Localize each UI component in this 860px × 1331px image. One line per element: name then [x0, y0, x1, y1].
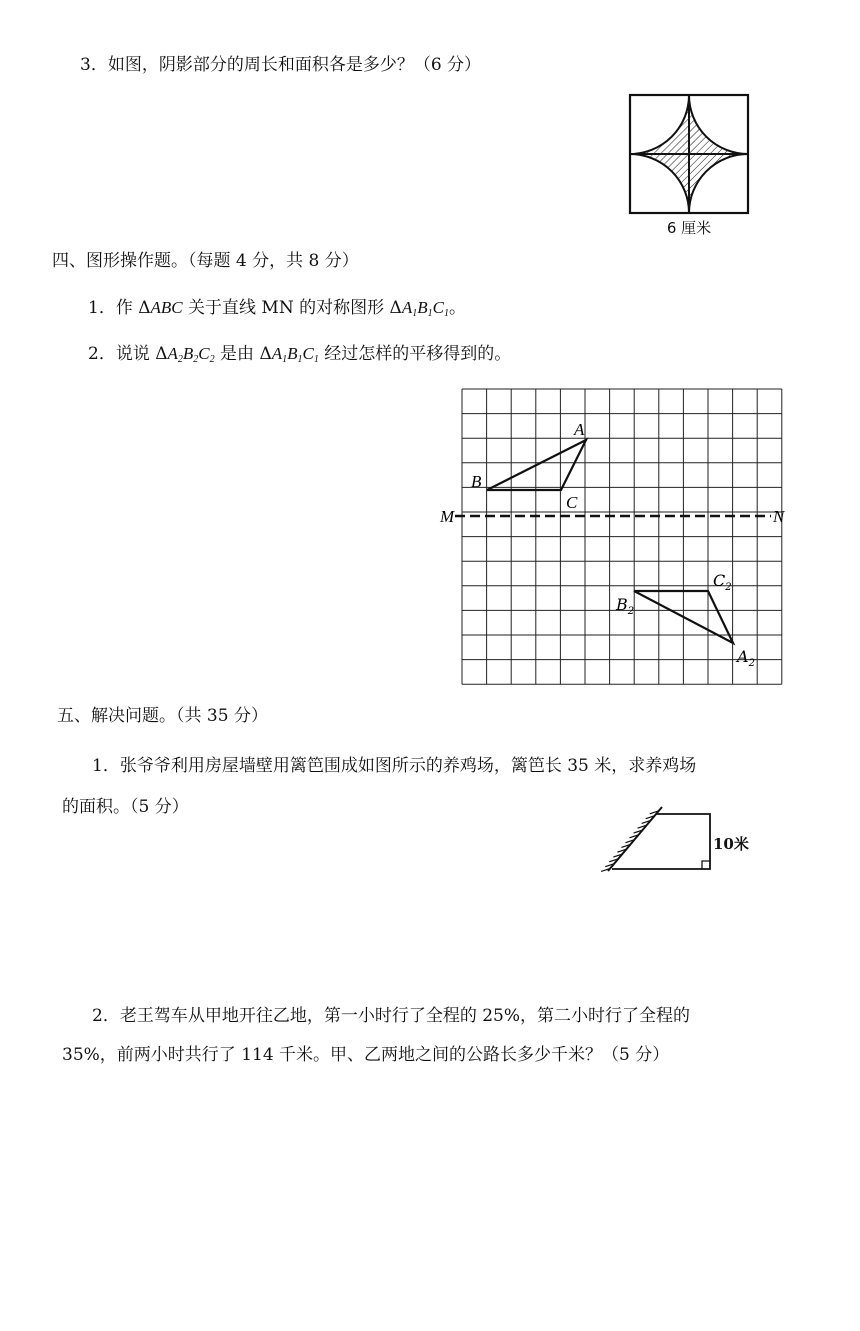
question-number: 3．: [80, 55, 108, 75]
label-c: C: [566, 493, 578, 512]
triangle-a1b1c1: $A_1B_1C_1$: [401, 298, 449, 319]
section-5-question-1-line-2: 的面积。（5 分）: [62, 797, 189, 817]
section-5-title: 五、解决问题。（共 35 分）: [57, 706, 268, 726]
section-4-question-2: [88, 342, 511, 372]
grid-lines: [462, 389, 782, 684]
question-3: [80, 53, 481, 77]
triangle-abc: ABC: [150, 298, 183, 317]
height-label: 10米: [713, 835, 749, 853]
shaded-star-figure: [625, 90, 755, 240]
triangle-abc-shape: [487, 440, 586, 490]
label-c2: $C_2$: [713, 571, 732, 593]
question-text-mid: 关于直线 MN 的对称图形 Δ: [182, 298, 402, 318]
question-text-mid: 是由 Δ: [214, 344, 272, 364]
grid-figure: [435, 380, 795, 700]
triangle-a2b2c2: $A_2B_2C_2$: [167, 344, 215, 365]
figure-side-label: 6 厘米: [666, 219, 712, 237]
question-text: 如图，阴影部分的周长和面积各是多少？（6 分）: [107, 55, 482, 75]
section-4-title: 四、图形操作题。（每题 4 分，共 8 分）: [52, 251, 359, 271]
question-text-post: 经过怎样的平移得到的。: [318, 344, 512, 364]
label-a: A: [574, 420, 585, 439]
right-angle-mark: [702, 861, 710, 869]
triangle-a1b1c1: $A_1B_1C_1$: [271, 344, 319, 365]
question-number: 2．: [88, 344, 116, 364]
label-b2: $B_2$: [616, 595, 635, 617]
section-4-question-1: [88, 296, 466, 326]
section-5-question-2-line-2: 35%，前两小时共行了 114 千米。甲、乙两地之间的公路长多少千米？（5 分）: [62, 1045, 670, 1065]
question-text-pre: 说说 Δ: [115, 344, 168, 364]
label-n: N: [773, 507, 785, 526]
house-wall: [608, 807, 662, 871]
label-a2: $A_2$: [737, 647, 755, 669]
section-5-question-2-line-1: 2．老王驾车从甲地开往乙地，第一小时行了全程的 25%，第二小时行了全程的: [92, 1006, 691, 1026]
shaded-region: [630, 95, 748, 213]
question-text-pre: 作 Δ: [115, 298, 151, 318]
question-text-post: 。: [448, 298, 466, 318]
label-b: B: [471, 472, 482, 491]
question-number: 1．: [88, 298, 116, 318]
section-5-question-1-line-1: 1．张爷爷利用房屋墙壁用篱笆围成如图所示的养鸡场，篱笆长 35 米，求养鸡场: [92, 756, 697, 776]
fence: [612, 814, 710, 869]
chicken-farm-figure: [598, 805, 758, 885]
label-m: M: [440, 507, 455, 526]
